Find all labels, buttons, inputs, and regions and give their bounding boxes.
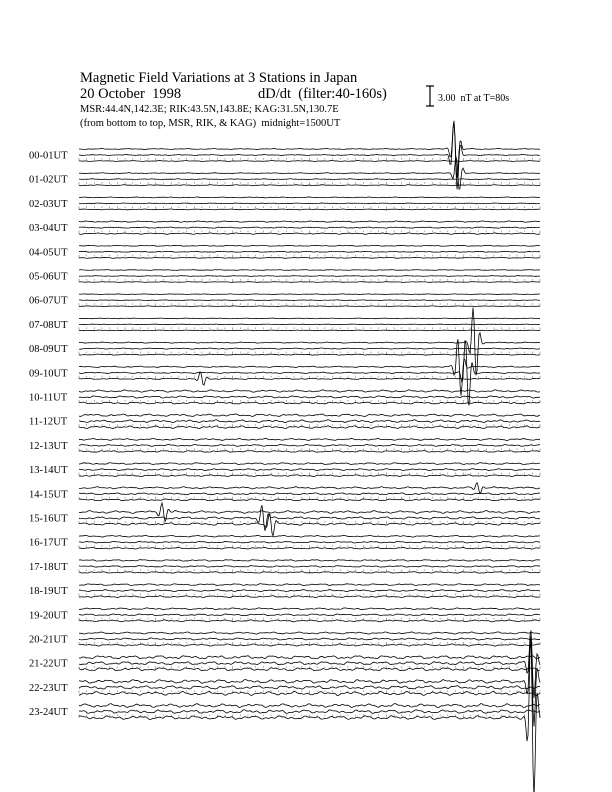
trace-rik: [79, 686, 540, 689]
trace-rik: [79, 541, 540, 543]
order-note: (from bottom to top, MSR, RIK, & KAG) midnight=1500UT: [80, 118, 341, 129]
trace-kag: [79, 608, 540, 610]
hour-label: 10-11UT: [29, 392, 68, 404]
hour-label: 22-23UT: [29, 682, 68, 694]
hour-label: 07-08UT: [29, 319, 68, 331]
trace-kag: [79, 270, 540, 271]
quantity-label: dD/dt (filter:40-160s): [258, 86, 387, 102]
trace-rik: [79, 420, 540, 423]
trace-kag: [79, 390, 540, 392]
scale-bar-label: 3.00 nT at T=80s: [438, 93, 510, 104]
trace-kag: [79, 560, 540, 561]
minute-ticks: [79, 424, 540, 427]
date-label: 20 October 1998: [80, 86, 182, 102]
trace-msr: [79, 402, 540, 404]
hour-label: 11-12UT: [29, 416, 68, 428]
trace-msr: [79, 668, 540, 671]
hour-label: 05-06UT: [29, 271, 68, 283]
hour-label: 17-18UT: [29, 561, 68, 573]
scale-bar: [426, 86, 434, 106]
hour-label: 01-02UT: [29, 174, 68, 186]
trace-msr: [79, 185, 540, 186]
trace-rik: [79, 566, 540, 568]
trace-rik: [79, 324, 540, 325]
hour-label: 23-24UT: [29, 707, 68, 719]
trace-msr: [79, 620, 540, 622]
trace-kag: [79, 121, 540, 178]
hour-label: 04-05UT: [29, 247, 68, 259]
trace-msr: [79, 499, 540, 501]
trace-kag: [79, 221, 540, 222]
trace-kag: [79, 503, 540, 521]
trace-rik: [79, 710, 540, 714]
trace-kag: [79, 463, 540, 465]
trace-rik: [79, 614, 540, 616]
trace-rik: [79, 396, 540, 398]
trace-kag: [79, 245, 540, 246]
trace-msr: [79, 209, 540, 210]
trace-kag: [79, 438, 540, 440]
trace-rik: [79, 348, 540, 349]
trace-rik: [79, 444, 540, 446]
trace-msr: [79, 282, 540, 283]
hour-label: 00-01UT: [29, 150, 68, 162]
trace-kag: [79, 318, 540, 319]
hour-label: 18-19UT: [29, 586, 68, 598]
hour-label: 03-04UT: [29, 223, 68, 235]
hour-label: 08-09UT: [29, 344, 68, 356]
trace-rik: [79, 469, 540, 471]
trace-kag: [79, 197, 540, 198]
hour-labels: [29, 151, 68, 719]
hour-label: 06-07UT: [29, 295, 68, 307]
chart-title: Magnetic Field Variations at 3 Stations in Japan: [80, 70, 358, 86]
trace-rik: [79, 203, 540, 204]
trace-rik: [79, 300, 540, 301]
hour-label: 13-14UT: [29, 465, 68, 477]
trace-rik: [79, 493, 540, 495]
trace-kag: [79, 414, 540, 417]
trace-rik: [79, 340, 540, 405]
trace-kag: [79, 483, 540, 494]
stations-line: MSR:44.4N,142.3E; RIK:43.5N,143.8E; KAG:31.5N,130.7E: [80, 104, 339, 115]
hour-label: 19-20UT: [29, 610, 68, 622]
trace-msr: [79, 330, 540, 331]
trace-rik: [79, 227, 540, 228]
hour-label: 09-10UT: [29, 368, 68, 380]
trace-rik: [79, 251, 540, 252]
trace-kag: [79, 535, 540, 537]
trace-rik: [79, 590, 540, 592]
trace-rik: [79, 179, 540, 180]
trace-kag: [79, 632, 540, 634]
trace-kag: [79, 584, 540, 586]
hour-label: 21-22UT: [29, 658, 68, 670]
trace-rik: [79, 505, 540, 530]
hour-label: 15-16UT: [29, 513, 68, 525]
hour-label: 12-13UT: [29, 440, 68, 452]
trace-rik: [79, 276, 540, 277]
hour-label: 16-17UT: [29, 537, 68, 549]
trace-kag: [79, 703, 540, 707]
hour-label: 02-03UT: [29, 198, 68, 210]
trace-msr: [79, 160, 540, 161]
trace-kag: [79, 656, 540, 659]
hour-label: 14-15UT: [29, 489, 68, 501]
trace-rik: [79, 638, 540, 640]
trace-kag: [79, 294, 540, 295]
minute-ticks: [79, 642, 540, 645]
hour-label: 20-21UT: [29, 634, 68, 646]
trace-msr: [79, 306, 540, 307]
trace-msr: [79, 354, 540, 355]
